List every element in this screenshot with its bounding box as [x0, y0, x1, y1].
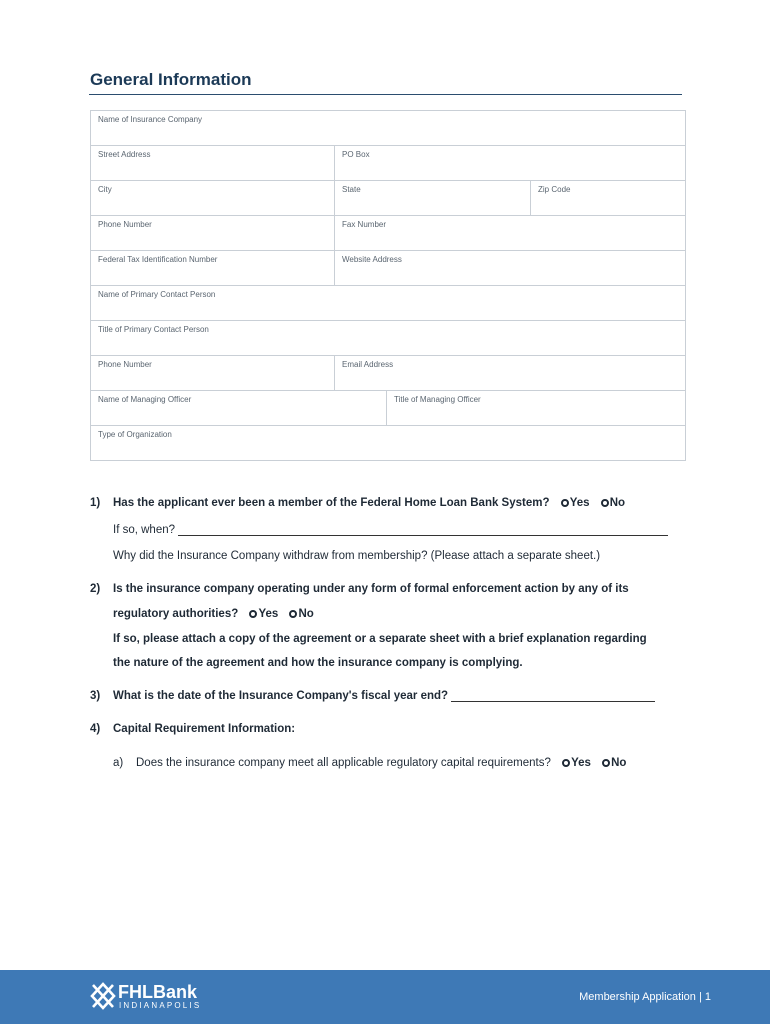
email-address-field[interactable]: Email Address: [334, 356, 685, 390]
question-1-yes-option[interactable]: [561, 497, 590, 509]
question-4a-label: a): [113, 757, 124, 769]
radio-icon: [289, 610, 297, 618]
question-2-sub-1: If so, please attach a copy of the agreement or a separate sheet with a brief explanation regarding: [113, 633, 647, 645]
question-1-when: [113, 524, 668, 536]
question-2-line-1: Is the insurance company operating under any form of formal enforcement action by any of its: [113, 583, 629, 595]
question-3-number: 3): [90, 690, 101, 702]
form-row: [91, 355, 685, 390]
managing-officer-title-field[interactable]: Title of Managing Officer: [386, 391, 685, 425]
page-label: Membership Application | 1: [579, 991, 711, 1003]
street-address-field[interactable]: Street Address: [98, 150, 151, 159]
section-title: General Information: [90, 70, 252, 89]
yes-label: Yes: [569, 497, 590, 509]
question-4-number: 4): [90, 723, 101, 735]
title-rule: [89, 94, 682, 95]
question-2-text: regulatory authorities?: [113, 608, 239, 620]
question-4a: [136, 757, 626, 769]
when-label: If so, when?: [113, 524, 176, 536]
form-row: [91, 250, 685, 285]
general-information-form: [90, 110, 686, 461]
question-4a-text: Does the insurance company meet all applicable regulatory capital requirements?: [136, 757, 551, 769]
no-label: No: [609, 497, 626, 509]
state-field[interactable]: State: [334, 181, 530, 215]
logo-name: FHLBank: [118, 982, 198, 1002]
question-4-text: Capital Requirement Information:: [113, 723, 296, 735]
po-box-field[interactable]: PO Box: [334, 146, 685, 180]
question-2-number: 2): [90, 583, 101, 595]
question-3-text: What is the date of the Insurance Company's fiscal year end?: [113, 690, 449, 702]
form-row: [91, 320, 685, 355]
form-row: [91, 145, 685, 180]
question-2-sub-2: the nature of the agreement and how the insurance company is complying.: [113, 657, 523, 669]
page-footer: [0, 970, 770, 1024]
when-input-line[interactable]: [178, 524, 668, 536]
fiscal-year-end-input-line[interactable]: [451, 690, 655, 702]
radio-icon: [561, 499, 569, 507]
radio-icon: [602, 759, 610, 767]
radio-icon: [562, 759, 570, 767]
fax-number-field[interactable]: Fax Number: [334, 216, 685, 250]
question-1-number: 1): [90, 497, 101, 509]
form-row: [91, 425, 685, 460]
question-1: [113, 497, 625, 509]
question-4a-yes-option[interactable]: [562, 757, 591, 769]
city-field[interactable]: City: [98, 185, 112, 194]
form-row: [91, 180, 685, 215]
website-address-field[interactable]: Website Address: [334, 251, 685, 285]
tax-id-field[interactable]: Federal Tax Identification Number: [98, 255, 218, 264]
contact-phone-number-field[interactable]: Phone Number: [98, 360, 152, 369]
insurance-company-name-field[interactable]: Name of Insurance Company: [98, 115, 203, 124]
question-2-yes-option[interactable]: [249, 608, 278, 620]
logo-subtitle: INDIANAPOLIS: [119, 1001, 202, 1010]
question-2-no-option[interactable]: [289, 608, 313, 620]
yes-label: Yes: [258, 608, 279, 620]
question-4a-no-option[interactable]: [602, 757, 626, 769]
primary-contact-name-field[interactable]: Name of Primary Contact Person: [98, 290, 216, 299]
form-row: [91, 390, 685, 425]
radio-icon: [601, 499, 609, 507]
yes-label: Yes: [571, 757, 591, 769]
radio-icon: [249, 610, 257, 618]
question-3: [113, 690, 655, 702]
primary-contact-title-field[interactable]: Title of Primary Contact Person: [98, 325, 209, 334]
fhlbank-logo-icon: [90, 982, 116, 1010]
question-1-no-option[interactable]: [601, 497, 625, 509]
phone-number-field[interactable]: Phone Number: [98, 220, 152, 229]
question-1-text: Has the applicant ever been a member of the Federal Home Loan Bank System?: [113, 497, 550, 509]
organization-type-field[interactable]: Type of Organization: [98, 430, 172, 439]
no-label: No: [611, 757, 627, 769]
form-row: [91, 215, 685, 250]
question-1-withdraw: Why did the Insurance Company withdraw from membership? (Please attach a separate sheet.): [113, 550, 601, 562]
managing-officer-name-field[interactable]: Name of Managing Officer: [98, 395, 192, 404]
zip-code-field[interactable]: Zip Code: [530, 181, 685, 215]
question-2-line-2: [113, 608, 314, 620]
no-label: No: [298, 608, 314, 620]
form-row: [91, 285, 685, 320]
form-row: [91, 111, 685, 145]
